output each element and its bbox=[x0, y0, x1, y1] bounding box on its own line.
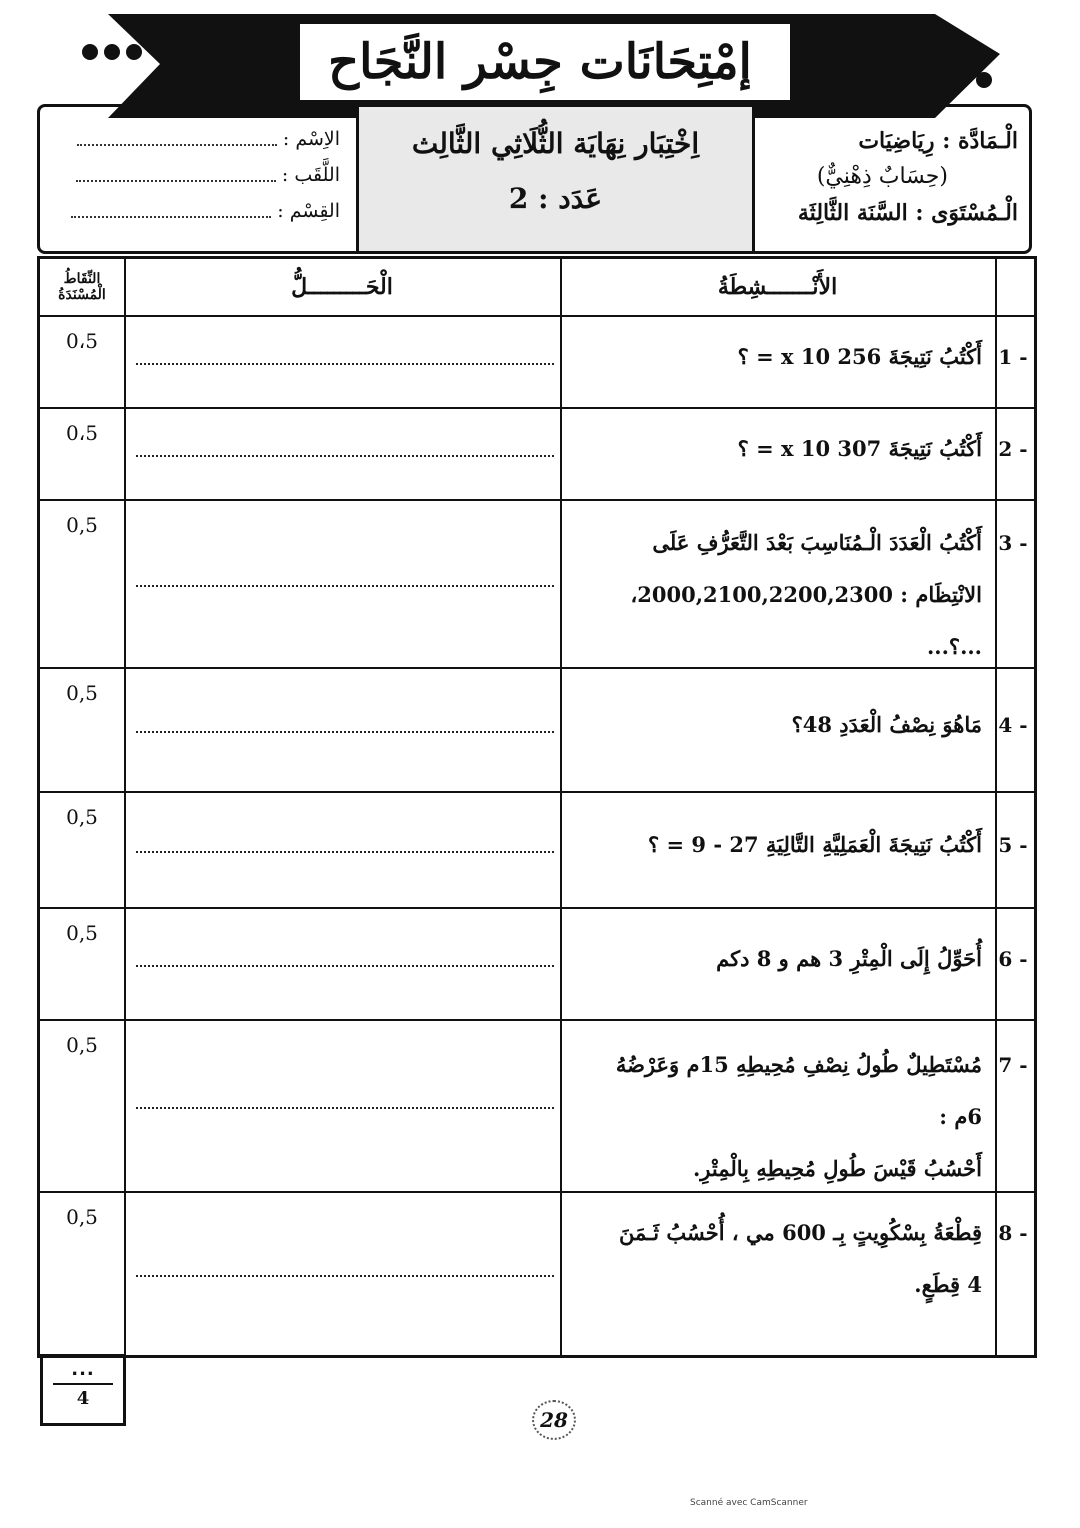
activity-line: أَكْتُبُ الْعَدَدَ الْـمُنَاسِبَ بَعْدَ التَّعَرُّفِ عَلَى bbox=[652, 530, 982, 555]
row-divider bbox=[40, 791, 1034, 793]
activity-row bbox=[40, 1019, 1034, 1191]
activity-line: أَكْتُبُ نَتِيجَةَ الْعَمَلِيَّةِ التَّالِيَةِ 27 - 9 = ؟ bbox=[648, 832, 982, 857]
row-points: 0,5 bbox=[66, 1205, 98, 1229]
activity-number: 4 - bbox=[998, 713, 1028, 737]
activity-number: 3 - bbox=[998, 531, 1028, 555]
activity-line: أَحْسُبُ قَيْسَ طُولِ مُحِيطِهِ بِالْمِتْرِ. bbox=[692, 1156, 982, 1181]
row-points: 0،5 bbox=[66, 329, 98, 353]
row-divider bbox=[40, 407, 1034, 409]
activities-table bbox=[37, 256, 1037, 1358]
score-box bbox=[40, 1354, 126, 1426]
activity-line: مُسْتَطِيلٌ طُولُ نِصْفِ مُحِيطِهِ 15م وَعَرْضُهُ 6م : bbox=[615, 1052, 982, 1129]
activity-line: أُحَوِّلُ إِلَى الْمِتْرِ 3 هم و 8 دكم bbox=[716, 946, 982, 971]
activity-number: 6 - bbox=[998, 947, 1028, 971]
answer-line[interactable] bbox=[136, 361, 554, 365]
dots-decoration-right bbox=[932, 72, 992, 88]
activity-text bbox=[582, 1207, 982, 1311]
column-header-points: النِّقَاطُ الْمُسْنَدَةُ bbox=[58, 271, 106, 303]
row-points: 0،5 bbox=[66, 421, 98, 445]
student-name-field[interactable] bbox=[77, 134, 277, 146]
exam-header bbox=[37, 104, 1032, 254]
student-class-field[interactable] bbox=[71, 206, 271, 218]
row-points: 0,5 bbox=[66, 681, 98, 705]
student-surname-field[interactable] bbox=[76, 170, 276, 182]
activity-row bbox=[40, 791, 1034, 907]
row-divider bbox=[40, 907, 1034, 909]
column-header-solution: الْحَـــــــــلُّ bbox=[291, 274, 393, 300]
row-divider bbox=[40, 1019, 1034, 1021]
row-divider bbox=[40, 667, 1034, 669]
activity-text bbox=[582, 1039, 982, 1195]
student-name-label: الاِسْم : bbox=[282, 128, 340, 150]
page-number: 28 bbox=[532, 1400, 576, 1440]
activity-line: 4 قِطَعٍ. bbox=[914, 1272, 982, 1297]
answer-line[interactable] bbox=[136, 1273, 554, 1277]
student-info bbox=[40, 107, 356, 251]
activity-number: 1 - bbox=[998, 345, 1028, 369]
subject-label: الْـمَادَّة : bbox=[942, 128, 1018, 154]
exam-title: اِخْتِبَار نِهَايَة الثُّلَاثِي الثَّالِث bbox=[411, 127, 700, 160]
row-divider bbox=[40, 1191, 1034, 1193]
row-points: 0,5 bbox=[66, 921, 98, 945]
activity-number: 7 - bbox=[998, 1053, 1028, 1077]
answer-line[interactable] bbox=[136, 849, 554, 853]
row-divider bbox=[40, 499, 1034, 501]
subject-info bbox=[755, 107, 1032, 251]
activity-row bbox=[40, 1191, 1034, 1355]
activity-number: 2 - bbox=[998, 437, 1028, 461]
activity-text bbox=[582, 699, 982, 751]
activity-text bbox=[582, 819, 982, 871]
answer-line[interactable] bbox=[136, 729, 554, 733]
activity-text bbox=[582, 331, 982, 383]
exam-info bbox=[356, 107, 755, 251]
column-header-activities: الأَنْـــــــشِطَةُ bbox=[717, 274, 838, 300]
exam-number: عَدَد : 2 bbox=[508, 182, 603, 215]
subject-value: رِيَاضِيَات bbox=[858, 128, 935, 154]
activity-number: 8 - bbox=[998, 1221, 1028, 1245]
scanner-watermark: Scanné avec CamScanner bbox=[690, 1498, 808, 1508]
student-surname-label: اللَّقَب : bbox=[281, 164, 340, 186]
activity-row bbox=[40, 407, 1034, 499]
answer-line[interactable] bbox=[136, 963, 554, 967]
activity-text bbox=[582, 933, 982, 985]
subject-detail: (حِسَابٌ ذِهْنِيٌّ) bbox=[816, 164, 948, 189]
activity-line: أَكْتُبُ نَتِيجَةَ 307 x 10 = ؟ bbox=[737, 436, 982, 461]
activity-row bbox=[40, 499, 1034, 667]
answer-line[interactable] bbox=[136, 583, 554, 587]
activity-line: الانْتِظَام : 2000,2100,2200,2300، ...؟... bbox=[630, 582, 982, 659]
student-class-label: القِسْم : bbox=[277, 200, 340, 222]
activity-line: قِطْعَةُ بِسْكُوِيتٍ بِـ 600 مي ، أُحْسُبُ ثَـمَنَ bbox=[619, 1220, 982, 1245]
activity-line: مَاهُوَ نِصْفُ الْعَدَدِ 48؟ bbox=[791, 712, 982, 737]
banner-title: إمْتِحَانَات جِسْر النَّجَاح bbox=[328, 34, 752, 90]
score-total: 4 bbox=[76, 1388, 90, 1409]
row-points: 0,5 bbox=[66, 805, 98, 829]
answer-line[interactable] bbox=[136, 453, 554, 457]
score-earned: ... bbox=[71, 1359, 95, 1380]
level-value: السَّنَة الثَّالِثَة bbox=[797, 200, 908, 226]
answer-line[interactable] bbox=[136, 1105, 554, 1109]
row-points: 0,5 bbox=[66, 1033, 98, 1057]
activity-line: أَكْتُبُ نَتِيجَةَ 256 x 10 = ؟ bbox=[737, 344, 982, 369]
activity-row bbox=[40, 907, 1034, 1019]
activity-row bbox=[40, 667, 1034, 791]
dots-decoration-left bbox=[82, 44, 142, 60]
activity-row bbox=[40, 315, 1034, 407]
activity-number: 5 - bbox=[998, 833, 1028, 857]
activity-text bbox=[582, 423, 982, 475]
row-points: 0,5 bbox=[66, 513, 98, 537]
level-label: الْـمُسْتَوَى : bbox=[915, 200, 1018, 226]
title-banner bbox=[0, 0, 1080, 110]
activity-text bbox=[582, 517, 982, 673]
